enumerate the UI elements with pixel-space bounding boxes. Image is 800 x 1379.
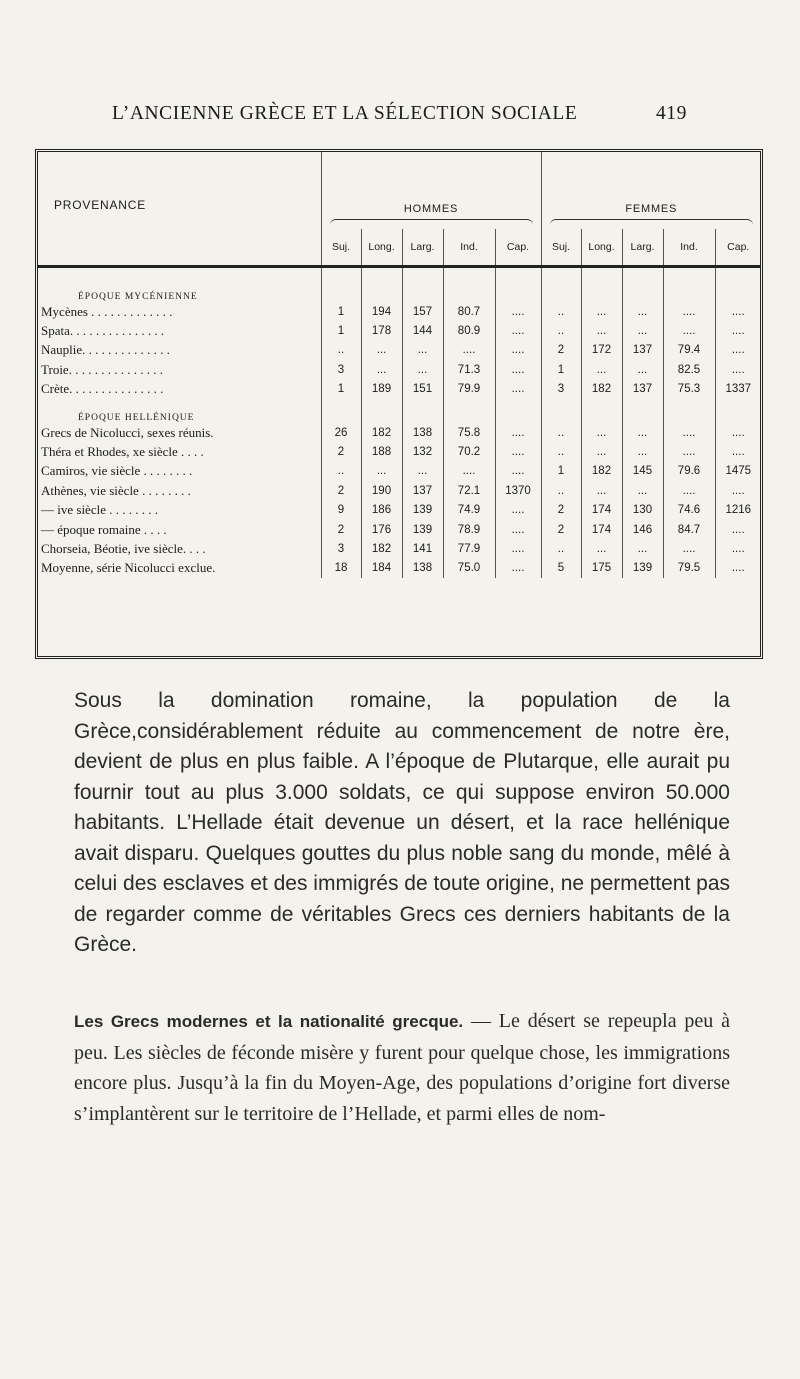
table-row	[38, 539, 761, 558]
hommes-brace	[330, 219, 533, 226]
measurements-table	[38, 152, 761, 578]
value-cell: ...	[622, 360, 663, 379]
value-cell: 1	[321, 321, 361, 340]
spacer-cell	[402, 267, 443, 279]
value-cell: ....	[715, 481, 761, 500]
provenance-cell: Théra et Rhodes, xe siècle . . . .	[41, 444, 204, 460]
spacer-cell	[495, 267, 541, 279]
value-cell: 137	[622, 341, 663, 360]
value-cell: 75.3	[663, 380, 715, 399]
provenance-cell: Grecs de Nicolucci, sexes réunis.	[41, 424, 214, 440]
value-cell: 182	[581, 462, 622, 481]
value-cell: ....	[715, 442, 761, 461]
value-cell: 84.7	[663, 520, 715, 539]
value-cell: 78.9	[443, 520, 495, 539]
empty-cell	[622, 278, 663, 302]
spacer-cell	[361, 267, 402, 279]
value-cell: 1	[541, 360, 581, 379]
empty-cell	[663, 399, 715, 423]
value-cell: 190	[361, 481, 402, 500]
subheader-hommes-0: Suj.	[321, 229, 361, 267]
provenance-header: PROVENANCE	[54, 198, 147, 212]
value-cell: 145	[622, 462, 663, 481]
provenance-cell: Mycènes . . . . . . . . . . . . .	[41, 303, 173, 319]
value-cell: ...	[622, 423, 663, 442]
value-cell: 1	[321, 380, 361, 399]
table-row	[38, 302, 761, 321]
value-cell: ....	[715, 559, 761, 578]
value-cell: ...	[361, 341, 402, 360]
value-cell: 80.9	[443, 321, 495, 340]
value-cell: ....	[495, 559, 541, 578]
value-cell: ..	[541, 321, 581, 340]
value-cell: ....	[495, 341, 541, 360]
value-cell: 2	[321, 481, 361, 500]
value-cell: 176	[361, 520, 402, 539]
value-cell: ....	[495, 539, 541, 558]
value-cell: ....	[715, 341, 761, 360]
value-cell: ....	[663, 302, 715, 321]
value-cell: ....	[495, 360, 541, 379]
subheader-femmes-2: Larg.	[622, 229, 663, 267]
subheader-hommes-1: Long.	[361, 229, 402, 267]
value-cell: 138	[402, 423, 443, 442]
empty-cell	[361, 278, 402, 302]
value-cell: ....	[495, 442, 541, 461]
value-cell: 82.5	[663, 360, 715, 379]
value-cell: 174	[581, 501, 622, 520]
value-cell: ..	[541, 481, 581, 500]
value-cell: 194	[361, 302, 402, 321]
empty-cell	[321, 278, 361, 302]
value-cell: 3	[541, 380, 581, 399]
value-cell: ...	[622, 539, 663, 558]
table-row	[38, 559, 761, 578]
empty-cell	[443, 399, 495, 423]
value-cell: 79.4	[663, 341, 715, 360]
value-cell: 2	[321, 520, 361, 539]
spacer-cell	[321, 267, 361, 279]
value-cell: ...	[361, 360, 402, 379]
subheader-hommes-3: Ind.	[443, 229, 495, 267]
value-cell: ..	[321, 341, 361, 360]
value-cell: ...	[361, 462, 402, 481]
value-cell: 132	[402, 442, 443, 461]
value-cell: 74.9	[443, 501, 495, 520]
empty-cell	[663, 278, 715, 302]
table-row	[38, 423, 761, 442]
value-cell: ....	[715, 360, 761, 379]
empty-cell	[443, 278, 495, 302]
value-cell: 144	[402, 321, 443, 340]
value-cell: 1370	[495, 481, 541, 500]
value-cell: 5	[541, 559, 581, 578]
value-cell: 182	[361, 539, 402, 558]
spacer-cell	[622, 267, 663, 279]
value-cell: 186	[361, 501, 402, 520]
empty-cell	[715, 399, 761, 423]
section-label: ÉPOQUE HELLÉNIQUE	[78, 412, 195, 423]
value-cell: 70.2	[443, 442, 495, 461]
value-cell: ...	[622, 321, 663, 340]
paragraph-2	[74, 1006, 730, 1129]
value-cell: 172	[581, 341, 622, 360]
value-cell: ....	[715, 423, 761, 442]
value-cell: ....	[663, 321, 715, 340]
value-cell: 137	[622, 380, 663, 399]
spacer-cell	[541, 267, 581, 279]
table-row	[38, 360, 761, 379]
value-cell: 2	[321, 442, 361, 461]
value-cell: 9	[321, 501, 361, 520]
value-cell: 71.3	[443, 360, 495, 379]
value-cell: ...	[402, 360, 443, 379]
value-cell: 2	[541, 341, 581, 360]
empty-cell	[495, 278, 541, 302]
provenance-cell: Camiros, vie siècle . . . . . . . .	[41, 463, 193, 479]
empty-cell	[541, 399, 581, 423]
hommes-label: HOMMES	[403, 203, 459, 215]
value-cell: ....	[663, 442, 715, 461]
value-cell: 18	[321, 559, 361, 578]
value-cell: 2	[541, 501, 581, 520]
paragraph-roman-domination	[74, 686, 730, 961]
table-row	[38, 380, 761, 399]
value-cell: 79.9	[443, 380, 495, 399]
value-cell: 1475	[715, 462, 761, 481]
value-cell: 182	[361, 423, 402, 442]
value-cell: ...	[581, 360, 622, 379]
value-cell: 137	[402, 481, 443, 500]
spacer-cell	[715, 267, 761, 279]
page-number: 419	[655, 103, 687, 124]
value-cell: 1337	[715, 380, 761, 399]
subheader-femmes-1: Long.	[581, 229, 622, 267]
spacer-cell	[38, 267, 321, 279]
value-cell: 141	[402, 539, 443, 558]
value-cell: 2	[541, 520, 581, 539]
value-cell: 139	[402, 520, 443, 539]
subheader-hommes-4: Cap.	[495, 229, 541, 267]
value-cell: ....	[715, 539, 761, 558]
table-row	[38, 462, 761, 481]
provenance-cell: Moyenne, série Nicolucci exclue.	[41, 560, 216, 576]
section-label: ÉPOQUE MYCÉNIENNE	[78, 292, 198, 302]
value-cell: ...	[581, 442, 622, 461]
table-row	[38, 481, 761, 500]
subheader-hommes-2: Larg.	[402, 229, 443, 267]
value-cell: 174	[581, 520, 622, 539]
table-row	[38, 520, 761, 539]
value-cell: ..	[321, 462, 361, 481]
value-cell: 188	[361, 442, 402, 461]
value-cell: ....	[443, 341, 495, 360]
value-cell: 146	[622, 520, 663, 539]
provenance-cell: Athènes, vie siècle . . . . . . . .	[41, 482, 191, 498]
subheader-femmes-0: Suj.	[541, 229, 581, 267]
value-cell: ..	[541, 423, 581, 442]
value-cell: ...	[402, 462, 443, 481]
empty-cell	[581, 278, 622, 302]
value-cell: 75.0	[443, 559, 495, 578]
value-cell: 79.5	[663, 559, 715, 578]
value-cell: ....	[443, 462, 495, 481]
value-cell: ...	[622, 302, 663, 321]
femmes-brace	[550, 219, 754, 226]
value-cell: 157	[402, 302, 443, 321]
value-cell: 189	[361, 380, 402, 399]
value-cell: 72.1	[443, 481, 495, 500]
value-cell: ...	[581, 302, 622, 321]
value-cell: ....	[715, 302, 761, 321]
value-cell: 1	[321, 302, 361, 321]
spacer-cell	[443, 267, 495, 279]
value-cell: ....	[663, 539, 715, 558]
value-cell: 130	[622, 501, 663, 520]
value-cell: 178	[361, 321, 402, 340]
value-cell: ..	[541, 442, 581, 461]
group-header-hommes	[321, 152, 541, 229]
subheader-row	[38, 229, 761, 267]
value-cell: ....	[495, 380, 541, 399]
value-cell: ....	[663, 481, 715, 500]
value-cell: 1	[541, 462, 581, 481]
value-cell: ...	[622, 481, 663, 500]
value-cell: 1216	[715, 501, 761, 520]
provenance-cell: Spata. . . . . . . . . . . . . . .	[41, 323, 165, 339]
value-cell: ....	[715, 321, 761, 340]
value-cell: 138	[402, 559, 443, 578]
value-cell: 80.7	[443, 302, 495, 321]
value-cell: ....	[495, 462, 541, 481]
value-cell: ...	[581, 539, 622, 558]
value-cell: 75.8	[443, 423, 495, 442]
provenance-cell: Troie. . . . . . . . . . . . . . .	[41, 361, 163, 377]
value-cell: 79.6	[663, 462, 715, 481]
running-title: L’ANCIENNE GRÈCE ET LA SÉLECTION SOCIALE	[112, 103, 578, 124]
value-cell: ...	[622, 442, 663, 461]
paragraph-2-lead: Les Grecs modernes et la nationalité grecque.	[74, 1012, 464, 1031]
provenance-cell: — époque romaine . . . .	[41, 521, 167, 537]
value-cell: 74.6	[663, 501, 715, 520]
value-cell: ....	[495, 321, 541, 340]
value-cell: 26	[321, 423, 361, 442]
group-header-femmes	[541, 152, 761, 229]
empty-cell	[361, 399, 402, 423]
provenance-cell: Chorseia, Béotie, ive siècle. . . .	[41, 540, 206, 556]
femmes-label: FEMMES	[625, 203, 678, 215]
provenance-subheader-blank	[38, 229, 321, 267]
value-cell: ...	[402, 341, 443, 360]
empty-cell	[402, 278, 443, 302]
section-row	[38, 278, 761, 302]
paragraph-2-text: — Le désert se repeupla peu à peu. Les siècles de féconde misère y furent pour quelque chose, les immigrations encore plus. Jusqu’à la fin du Moyen-Age, des populations d’origine fort diverse s’implantèrent sur le territoire de l’Hellade, et parmi elles de nom-	[74, 1010, 730, 1125]
provenance-cell: — ive siècle . . . . . . . .	[41, 502, 158, 518]
running-header	[112, 103, 687, 125]
spacer-cell	[581, 267, 622, 279]
value-cell: ....	[495, 520, 541, 539]
value-cell: 139	[402, 501, 443, 520]
empty-cell	[622, 399, 663, 423]
value-cell: ...	[581, 423, 622, 442]
value-cell: ....	[495, 423, 541, 442]
table-row	[38, 442, 761, 461]
value-cell: ...	[581, 321, 622, 340]
spacer-row	[38, 267, 761, 279]
value-cell: ..	[541, 539, 581, 558]
paragraph-modern-greeks	[74, 1006, 730, 1129]
value-cell: ....	[663, 423, 715, 442]
empty-cell	[495, 399, 541, 423]
provenance-cell: Crète. . . . . . . . . . . . . . .	[41, 381, 164, 397]
measurements-table-frame	[35, 149, 763, 659]
table-body	[38, 267, 761, 579]
value-cell: 3	[321, 539, 361, 558]
table-row	[38, 321, 761, 340]
value-cell: 151	[402, 380, 443, 399]
empty-cell	[402, 399, 443, 423]
empty-cell	[541, 278, 581, 302]
value-cell: 175	[581, 559, 622, 578]
value-cell: ....	[495, 501, 541, 520]
value-cell: 182	[581, 380, 622, 399]
table-row	[38, 341, 761, 360]
subheader-femmes-3: Ind.	[663, 229, 715, 267]
value-cell: 139	[622, 559, 663, 578]
empty-cell	[715, 278, 761, 302]
spacer-cell	[663, 267, 715, 279]
section-row	[38, 399, 761, 423]
value-cell: 184	[361, 559, 402, 578]
value-cell: ..	[541, 302, 581, 321]
value-cell: 77.9	[443, 539, 495, 558]
paragraph-1-text: Sous la domination romaine, la population de la Grèce,considérablement réduite au commencement de notre ère, devient de plus en plus faible. A l’époque de Plutarque, elle aurait pu fournir tout au plus 3.000 soldats, ce qui suppose environ 50.000 habitants. L’Hellade était devenue un désert, et la race hellénique avait disparu. Quelques gouttes du plus noble sang du monde, mêlé à celui des esclaves et des immigrés de toute origine, ne permettent pas de regarder comme de véritables Grecs ces derniers habitants de la Grèce.	[74, 689, 731, 956]
value-cell: ....	[715, 520, 761, 539]
subheader-femmes-4: Cap.	[715, 229, 761, 267]
empty-cell	[581, 399, 622, 423]
value-cell: ...	[581, 481, 622, 500]
value-cell: ....	[495, 302, 541, 321]
value-cell: 3	[321, 360, 361, 379]
provenance-cell: Nauplie. . . . . . . . . . . . . .	[41, 342, 170, 358]
table-row	[38, 501, 761, 520]
empty-cell	[321, 399, 361, 423]
